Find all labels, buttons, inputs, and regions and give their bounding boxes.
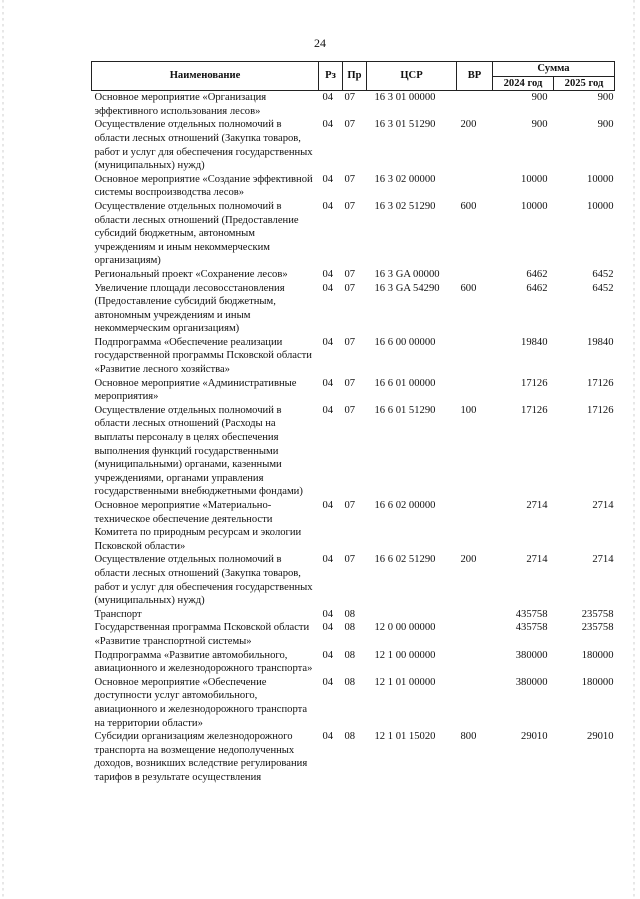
row-pr-cell: 07 <box>344 282 356 294</box>
row-rz-cell: 04 <box>322 608 334 620</box>
row-pr-cell: 07 <box>344 500 356 511</box>
row-name-cell: Основное мероприятие «Организация эффективного использования лесов» <box>94 92 267 117</box>
row-csr-cell: 16 6 00 00000 <box>374 336 436 348</box>
row-name-cell: Основное мероприятие «Обеспечение доступности услуг автомобильного, авиационного и железнодорожного транспорта на территории области» <box>94 676 308 729</box>
table-row <box>92 404 615 499</box>
table-row <box>92 91 615 119</box>
row-name-cell: Транспорт <box>94 608 142 620</box>
row-csr-cell: 16 3 02 00000 <box>374 173 436 185</box>
row-sum-2025-cell: 2714 <box>592 500 614 511</box>
table-row <box>92 621 615 648</box>
row-pr-cell: 07 <box>344 377 356 389</box>
row-sum-2024-cell: 17126 <box>521 404 548 416</box>
table-row <box>92 200 615 268</box>
row-vr-cell: 200 <box>460 119 477 131</box>
row-name-cell: Подпрограмма «Обеспечение реализации государственной программы Псковской области «Развитие лесного хозяйства» <box>94 336 312 376</box>
row-pr-cell: 07 <box>344 554 356 566</box>
row-sum-2025-cell: 2714 <box>592 554 614 566</box>
row-pr-cell: 07 <box>344 404 356 416</box>
table-row <box>92 268 615 282</box>
row-pr-cell: 08 <box>344 731 356 743</box>
row-csr-cell <box>367 608 457 622</box>
row-vr-cell <box>457 608 493 622</box>
row-name-cell: Субсидии организациям железнодорожного транспорта на возмещение недополученных доходов, возникших вследствие регулирования тарифов в результате осуществления <box>94 731 308 783</box>
table-row <box>92 282 615 336</box>
row-name-cell: Осуществление отдельных полномочий в области лесных отношений (Предоставление субсидий бюджетным, автономным учреждениям и иным некоммерческим организациям) <box>94 200 299 267</box>
table-row <box>92 676 615 730</box>
row-sum-2024-cell: 2714 <box>526 554 548 566</box>
header-year-2025: 2025 год <box>554 76 615 91</box>
row-csr-cell: 16 6 01 00000 <box>374 377 436 389</box>
budget-table <box>91 61 615 784</box>
row-name-cell: Основное мероприятие «Материально-техническое обеспечение деятельности Комитета по природным ресурсам и экологии Псковской области» <box>94 500 302 552</box>
table-row <box>92 336 615 377</box>
row-vr-cell: 100 <box>460 404 477 416</box>
row-vr-cell: 200 <box>460 554 477 566</box>
row-vr-cell: 600 <box>460 282 477 294</box>
row-sum-2025-cell: 6452 <box>592 268 614 280</box>
header-rz: Рз <box>319 62 343 91</box>
row-name-cell: Подпрограмма «Развитие автомобильного, авиационного и железнодорожного транспорта» <box>94 649 313 675</box>
row-vr-cell: 600 <box>460 200 477 212</box>
table-body <box>92 91 615 785</box>
row-csr-cell: 12 1 00 00000 <box>374 649 436 661</box>
table-row <box>92 553 615 607</box>
row-name-cell: Осуществление отдельных полномочий в области лесных отношений (Закупка товаров, работ и услуг для обеспечения государственных (муниципальных) нужд) <box>94 554 313 607</box>
table-row <box>92 649 615 676</box>
table-row <box>92 730 615 784</box>
row-sum-2024-cell: 435758 <box>515 608 548 620</box>
row-csr-cell: 12 1 01 00000 <box>374 676 436 688</box>
row-vr-cell <box>457 499 493 553</box>
row-name-cell: Основное мероприятие «Создание эффективной системы воспроизводства лесов» <box>94 173 313 199</box>
row-name-cell: Государственная программа Псковской области «Развитие транспортной системы» <box>94 622 310 647</box>
row-vr-cell <box>457 649 493 676</box>
row-csr-cell: 16 6 01 51290 <box>374 404 436 416</box>
row-vr-cell <box>457 91 493 119</box>
row-csr-cell: 16 6 02 51290 <box>374 554 436 566</box>
row-rz-cell: 04 <box>322 336 334 348</box>
row-csr-cell: 16 3 GA 00000 <box>374 268 440 280</box>
row-sum-2024-cell: 900 <box>531 92 548 104</box>
row-pr-cell: 07 <box>344 200 356 212</box>
header-csr: ЦСР <box>367 62 457 91</box>
row-rz-cell: 04 <box>322 200 334 212</box>
row-sum-2024-cell: 29010 <box>521 731 548 743</box>
header-vr: ВР <box>457 62 493 91</box>
row-pr-cell: 08 <box>344 649 356 661</box>
row-sum-2024-cell: 6462 <box>526 268 548 280</box>
header-sum: Сумма <box>493 62 615 77</box>
row-sum-2024-cell: 380000 <box>515 676 548 688</box>
row-pr-cell: 07 <box>344 92 356 104</box>
row-vr-cell <box>457 173 493 200</box>
row-csr-cell: 16 6 02 00000 <box>374 500 436 511</box>
row-sum-2025-cell: 6452 <box>592 282 614 294</box>
row-sum-2024-cell: 435758 <box>515 622 548 634</box>
header-name: Наименование <box>92 62 319 91</box>
row-rz-cell: 04 <box>322 282 334 294</box>
row-sum-2025-cell: 10000 <box>587 200 614 212</box>
row-name-cell: Увеличение площади лесовосстановления (Предоставление субсидий бюджетным, автономным учреждениям и иным некоммерческим организациям) <box>94 282 285 335</box>
row-pr-cell: 07 <box>344 173 356 185</box>
row-sum-2024-cell: 17126 <box>521 377 548 389</box>
table-header <box>92 62 615 91</box>
row-sum-2025-cell: 900 <box>597 119 614 131</box>
row-sum-2025-cell: 10000 <box>587 173 614 185</box>
row-sum-2025-cell: 900 <box>597 92 614 104</box>
row-pr-cell: 08 <box>344 676 356 688</box>
table-row <box>92 173 615 200</box>
row-name-cell: Осуществление отдельных полномочий в области лесных отношений (Расходы на выплаты персоналу в целях обеспечения выполнения функций государственными (муниципальными) органами, казенными учреждениями, органами управления государственными внебюджетными фондами) <box>94 404 303 498</box>
row-csr-cell: 16 3 02 51290 <box>374 200 436 212</box>
row-rz-cell: 04 <box>322 554 334 566</box>
row-vr-cell <box>457 676 493 730</box>
row-sum-2024-cell: 10000 <box>521 173 548 185</box>
row-pr-cell: 07 <box>344 119 356 131</box>
row-rz-cell: 04 <box>322 404 334 416</box>
row-sum-2024-cell: 10000 <box>521 200 548 212</box>
row-pr-cell: 08 <box>344 608 356 620</box>
row-name-cell: Осуществление отдельных полномочий в области лесных отношений (Закупка товаров, работ и услуг для обеспечения государственных (муниципальных) нужд) <box>94 119 313 172</box>
row-sum-2024-cell: 6462 <box>526 282 548 294</box>
page-number: 24 <box>314 36 326 50</box>
row-name-cell: Региональный проект «Сохранение лесов» <box>94 268 288 280</box>
row-csr-cell: 12 0 00 00000 <box>374 622 436 634</box>
row-pr-cell: 08 <box>344 622 356 634</box>
row-rz-cell: 04 <box>322 119 334 131</box>
row-rz-cell: 04 <box>322 731 334 743</box>
row-csr-cell: 16 3 GA 54290 <box>374 282 440 294</box>
row-csr-cell: 16 3 01 00000 <box>374 92 436 104</box>
row-rz-cell: 04 <box>322 377 334 389</box>
row-vr-cell: 800 <box>460 731 477 743</box>
row-sum-2024-cell: 900 <box>531 119 548 131</box>
row-vr-cell <box>457 268 493 282</box>
row-vr-cell <box>457 377 493 404</box>
row-csr-cell: 16 3 01 51290 <box>374 119 436 131</box>
row-pr-cell: 07 <box>344 336 356 348</box>
header-year-2024: 2024 год <box>493 76 554 91</box>
row-rz-cell: 04 <box>322 173 334 185</box>
row-sum-2025-cell: 180000 <box>581 676 614 688</box>
table-row <box>92 118 615 172</box>
scan-edge-left <box>2 0 4 899</box>
row-rz-cell: 04 <box>322 622 334 634</box>
row-sum-2025-cell: 180000 <box>581 649 614 661</box>
row-sum-2025-cell: 29010 <box>587 731 614 743</box>
row-sum-2024-cell: 380000 <box>515 649 548 661</box>
row-rz-cell: 04 <box>322 500 334 511</box>
row-sum-2025-cell: 235758 <box>581 608 614 620</box>
table-row <box>92 499 615 553</box>
row-sum-2025-cell: 19840 <box>587 336 614 348</box>
row-sum-2024-cell: 19840 <box>521 336 548 348</box>
row-sum-2025-cell: 17126 <box>587 377 614 389</box>
header-pr: Пр <box>343 62 367 91</box>
row-rz-cell: 04 <box>322 268 334 280</box>
row-sum-2024-cell: 2714 <box>526 500 548 511</box>
scan-edge-right <box>633 0 635 899</box>
table-row <box>92 377 615 404</box>
row-name-cell: Основное мероприятие «Административные мероприятия» <box>94 377 297 403</box>
row-rz-cell: 04 <box>322 676 334 688</box>
row-vr-cell <box>457 621 493 648</box>
row-pr-cell: 07 <box>344 268 356 280</box>
table-row <box>92 608 615 622</box>
row-rz-cell: 04 <box>322 92 334 104</box>
row-sum-2025-cell: 235758 <box>581 622 614 634</box>
row-vr-cell <box>457 336 493 377</box>
row-csr-cell: 12 1 01 15020 <box>374 731 436 743</box>
row-rz-cell: 04 <box>322 649 334 661</box>
row-sum-2025-cell: 17126 <box>587 404 614 416</box>
